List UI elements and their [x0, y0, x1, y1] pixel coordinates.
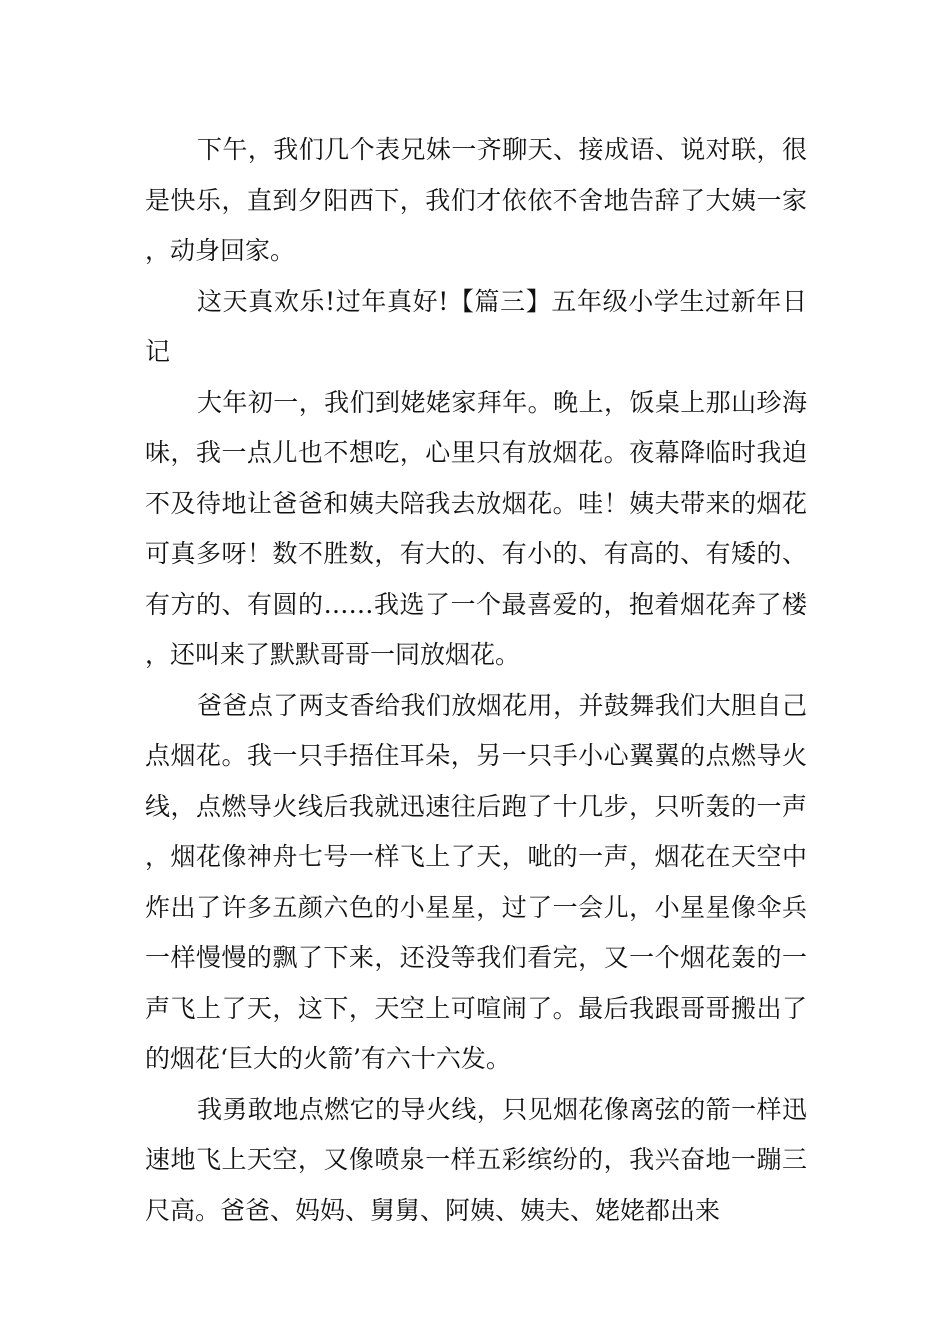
paragraph: 下午，我们几个表兄妹一齐聊天、接成语、说对联，很是快乐，直到夕阳西下，我们才依依不舍地告辞了大姨一家，动身回家。	[145, 135, 807, 265]
paragraph: 我勇敢地点燃它的导火线，只见烟花像离弦的箭一样迅速地飞上天空，又像喷泉一样五彩缤纷的，我兴奋地一蹦三尺高。爸爸、妈妈、舅舅、阿姨、姨夫、姥姥都出来	[145, 1094, 807, 1225]
document-page	[145, 125, 807, 1236]
paragraph: 大年初一，我们到姥姥家拜年。晚上，饭桌上那山珍海味，我一点儿也不想吃，心里只有放烟花。夜幕降临时我迫不及待地让爸爸和姨夫陪我去放烟花。哇！姨夫带来的烟花可真多呀！数不胜数，有大的、有小的、有高的、有矮的、有方的、有圆的……我选了一个最喜爱的，抱着烟花奔了楼，还叫来了默默哥哥一同放烟花。	[145, 387, 807, 669]
paragraph: 爸爸点了两支香给我们放烟花用，并鼓舞我们大胆自己点烟花。我一只手捂住耳朵，另一只手小心翼翼的点燃导火线，点燃导火线后我就迅速往后跑了十几步，只听轰的一声，烟花像神舟七号一样飞上了天，呲的一声，烟花在天空中炸出了许多五颜六色的小星星，过了一会儿，小星星像伞兵一样慢慢的飘了下来，还没等我们看完，又一个烟花轰的一声飞上了天，这下，天空上可喧闹了。最后我跟哥哥搬出了的烟花‘巨大的火箭’有六十六发。	[145, 690, 807, 1073]
paragraph-heading: 这天真欢乐!过年真好!【篇三】五年级小学生过新年日记	[145, 286, 807, 366]
